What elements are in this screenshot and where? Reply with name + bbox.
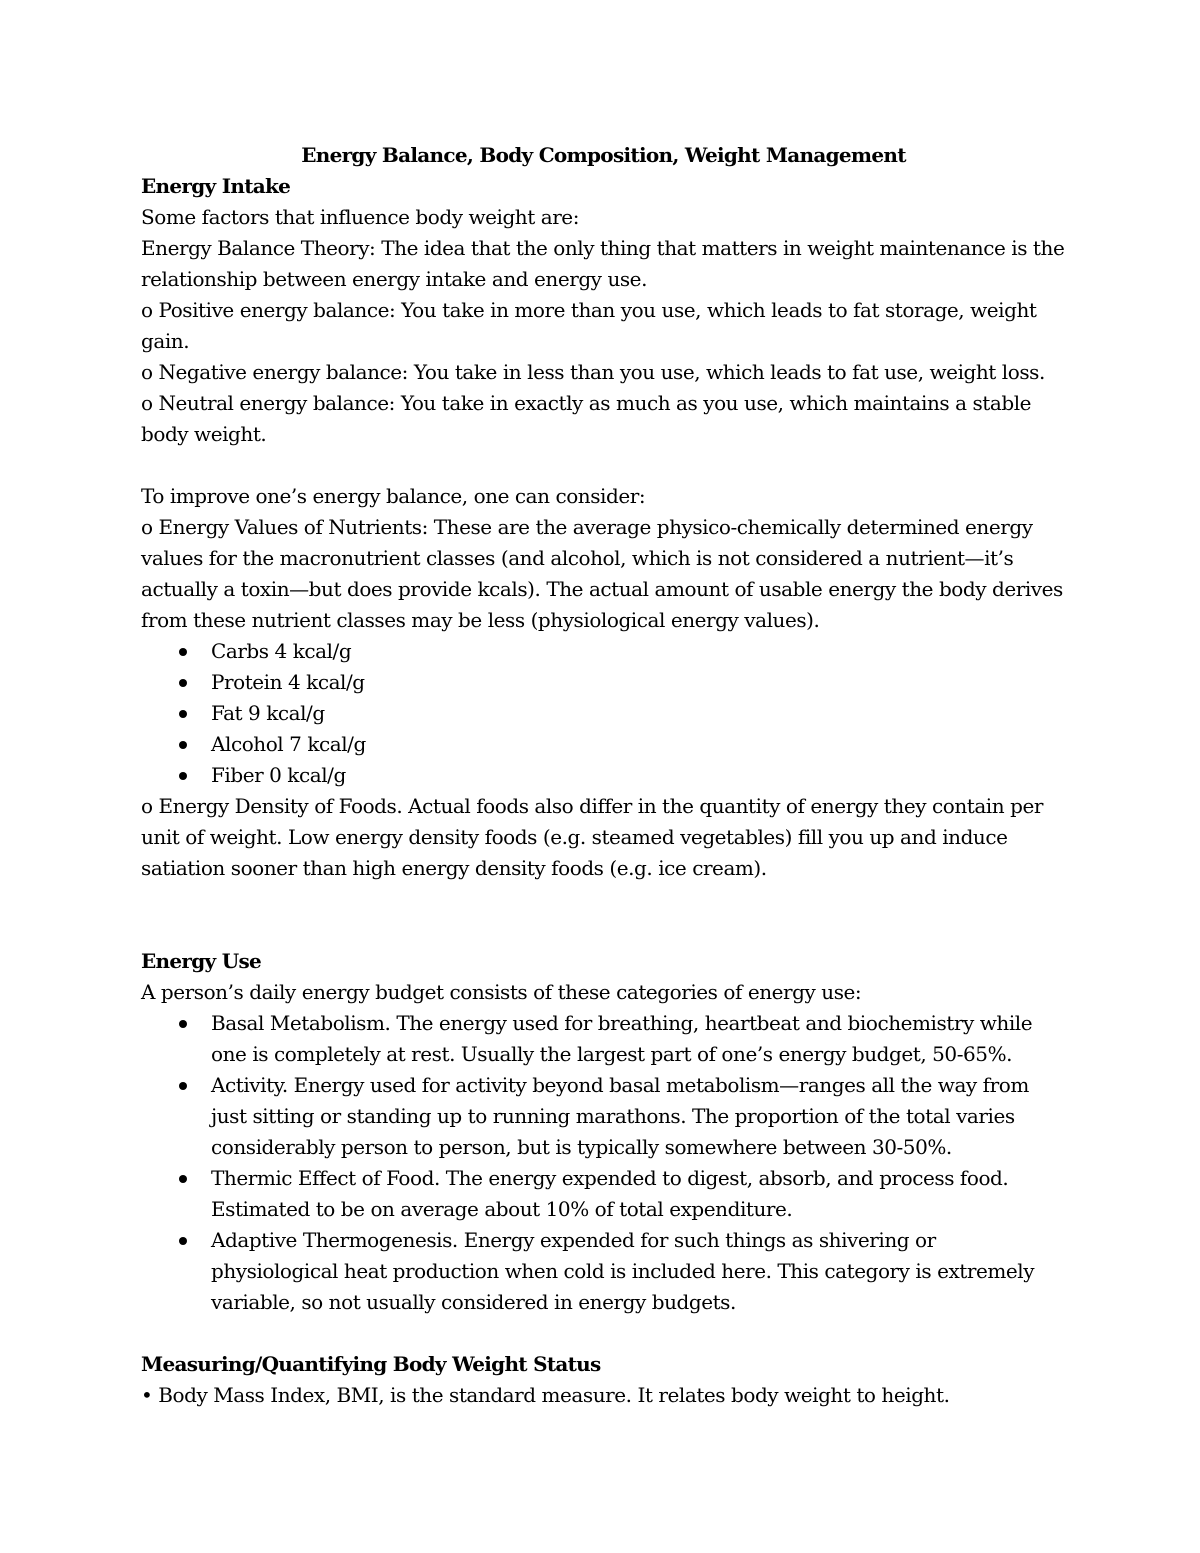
intro-paragraph: Some factors that influence body weight are:	[141, 205, 579, 229]
positive-balance: o Positive energy balance: You take in more than you use, which leads to fat storage, weight gain.	[141, 298, 1037, 353]
bullet-icon	[179, 1175, 187, 1183]
heading-energy-use: Energy Use	[141, 949, 262, 973]
heading-energy-intake: Energy Intake	[141, 174, 291, 198]
energy-use-intro: A person’s daily energy budget consists of these categories of energy use:	[141, 980, 862, 1004]
list-item: Protein 4 kcal/g	[141, 667, 1066, 698]
bullet-icon	[179, 1082, 187, 1090]
negative-balance: o Negative energy balance: You take in less than you use, which leads to fat use, weight loss.	[141, 360, 1045, 384]
list-item: Adaptive Thermogenesis. Energy expended for such things as shivering or physiological heat production when cold is included here. This category is extremely variable, so not usually considered in energy budgets.	[141, 1225, 1066, 1318]
list-item: Fat 9 kcal/g	[141, 698, 1066, 729]
nutrient-values-list	[141, 636, 1066, 791]
energy-use-list	[141, 1008, 1066, 1318]
heading-measuring-weight-status: Measuring/Quantifying Body Weight Status	[141, 1352, 601, 1376]
spacer	[141, 450, 1066, 481]
bullet-icon	[179, 679, 187, 687]
bullet-icon	[179, 710, 187, 718]
document-page	[141, 140, 1066, 1411]
document-title: Energy Balance, Body Composition, Weight Management	[301, 143, 906, 167]
improve-paragraph: To improve one’s energy balance, one can consider:	[141, 484, 646, 508]
nutrient-values-paragraph: o Energy Values of Nutrients: These are the average physico-chemically determined energy values for the macronutrient classes (and alcohol, which is not considered a nutrient—it’s actually a toxin—but does provide kcals). The actual amount of usable energy the body derives from these nutrient classes may be less (physiological energy values).	[141, 515, 1063, 632]
bullet-icon	[179, 741, 187, 749]
bullet-icon	[179, 772, 187, 780]
energy-density-paragraph: o Energy Density of Foods. Actual foods also differ in the quantity of energy they contain per unit of weight. Low energy density foods (e.g. steamed vegetables) fill you up and induce satiation sooner than high energy density foods (e.g. ice cream).	[141, 794, 1043, 880]
bmi-paragraph: • Body Mass Index, BMI, is the standard measure. It relates body weight to height.	[141, 1383, 950, 1407]
spacer	[141, 1318, 1066, 1349]
energy-balance-theory: Energy Balance Theory: The idea that the only thing that matters in weight maintenance is the relationship between energy intake and energy use.	[141, 236, 1065, 291]
list-item: Carbs 4 kcal/g	[141, 636, 1066, 667]
list-item: Fiber 0 kcal/g	[141, 760, 1066, 791]
list-item: Alcohol 7 kcal/g	[141, 729, 1066, 760]
spacer	[141, 884, 1066, 946]
bullet-icon	[179, 1020, 187, 1028]
bullet-icon	[179, 648, 187, 656]
bullet-icon	[179, 1237, 187, 1245]
list-item: Thermic Effect of Food. The energy expended to digest, absorb, and process food. Estimated to be on average about 10% of total expenditure.	[141, 1163, 1066, 1225]
list-item: Basal Metabolism. The energy used for breathing, heartbeat and biochemistry while one is completely at rest. Usually the largest part of one’s energy budget, 50-65%.	[141, 1008, 1066, 1070]
neutral-balance: o Neutral energy balance: You take in exactly as much as you use, which maintains a stable body weight.	[141, 391, 1032, 446]
list-item: Activity. Energy used for activity beyond basal metabolism—ranges all the way from just sitting or standing up to running marathons. The proportion of the total varies considerably person to person, but is typically somewhere between 30-50%.	[141, 1070, 1066, 1163]
